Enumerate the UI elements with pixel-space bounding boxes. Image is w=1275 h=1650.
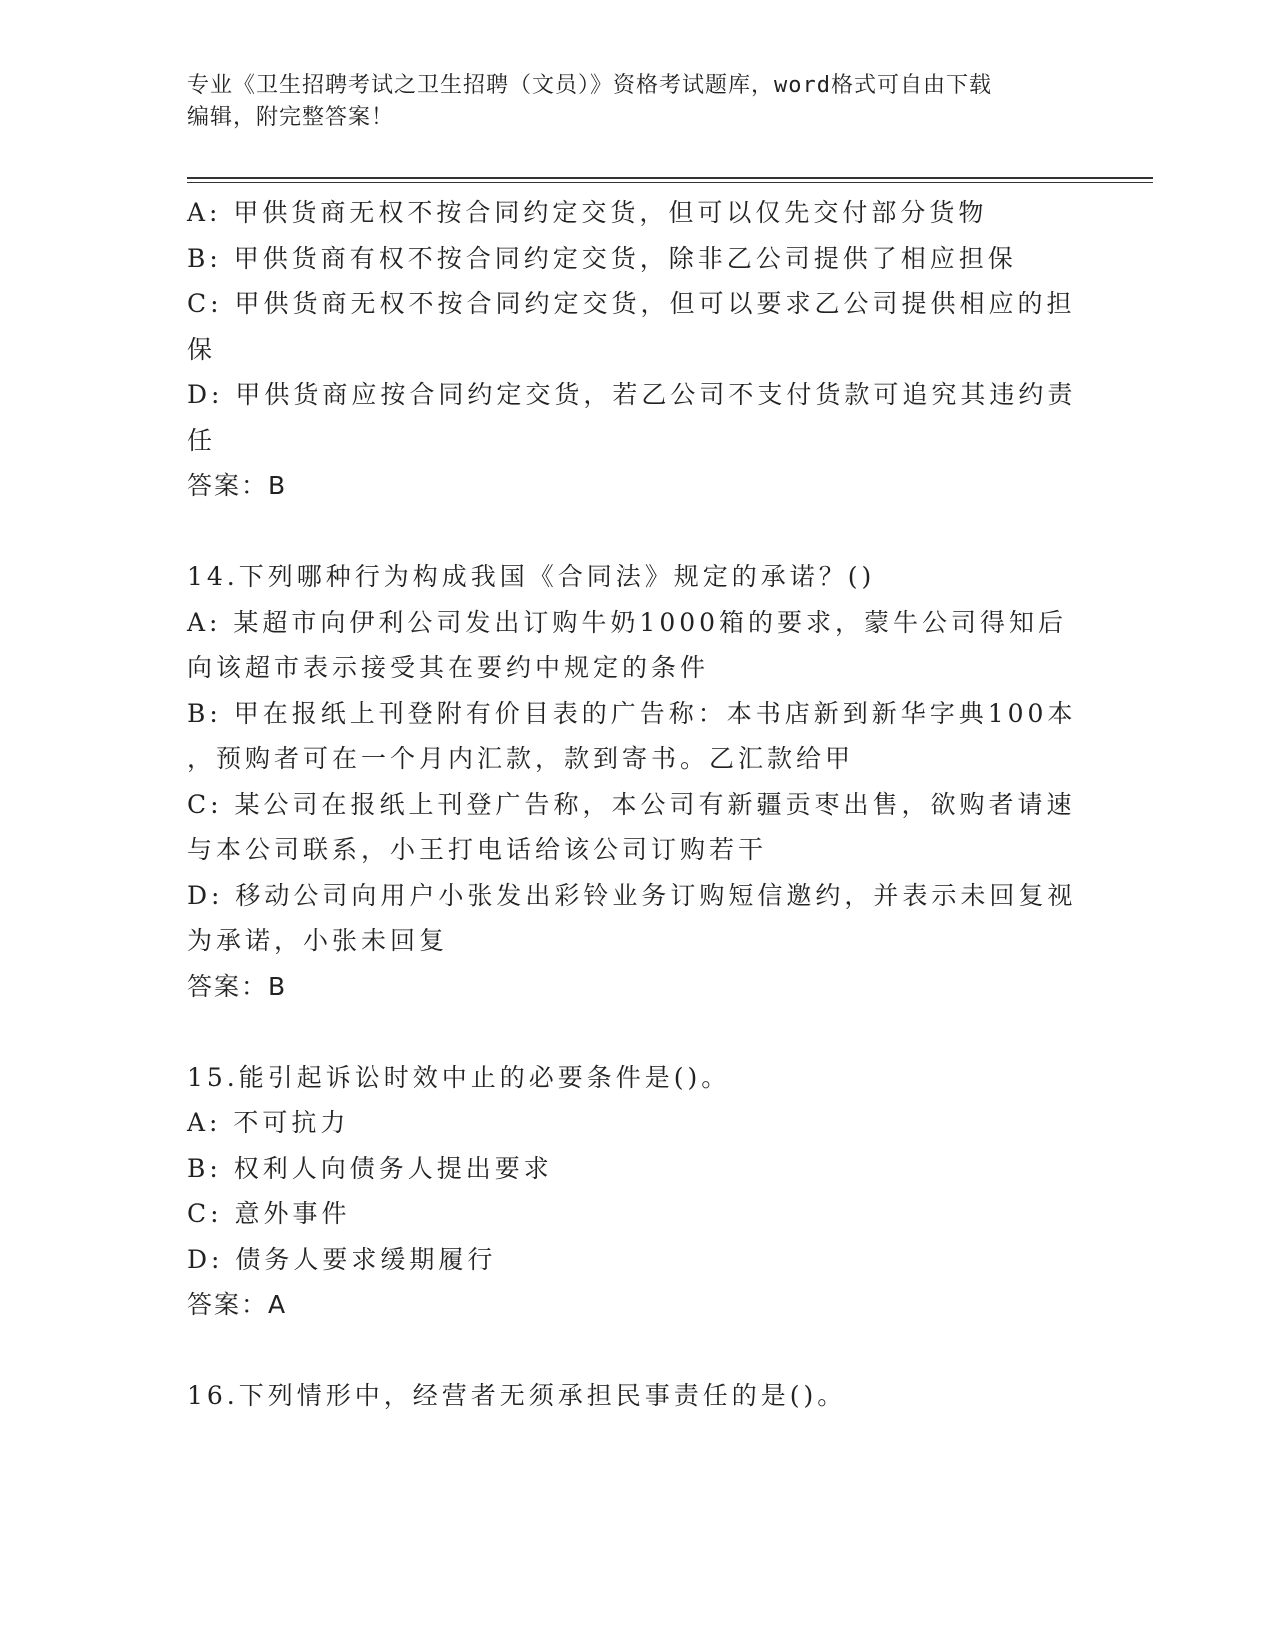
q15-option-b: B: 权利人向债务人提出要求 (187, 1153, 553, 1183)
q14-option-b-cont: ，预购者可在一个月内汇款，款到寄书。乙汇款给甲 (187, 744, 855, 773)
q15-option-a: A: 不可抗力 (187, 1108, 350, 1137)
header-divider-thick (187, 177, 1153, 179)
q14-option-c-cont: 与本公司联系，小王打电话给该公司订购若干 (187, 835, 768, 864)
q15-option-d: D: 债务人要求缓期履行 (187, 1244, 497, 1274)
spacer (187, 509, 1087, 555)
spacer (187, 1328, 1087, 1374)
q14-option-a: A: 某超市向伊利公司发出订购牛奶1000箱的要求，蒙牛公司得知后 (187, 607, 1068, 637)
q16-question: 16.下列情形中，经营者无须承担民事责任的是()。 (187, 1381, 847, 1410)
header-line-2: 编辑，附完整答案！ (187, 105, 395, 130)
q14-answer: 答案：B (187, 971, 288, 1001)
q15-option-c: C: 意外事件 (187, 1199, 351, 1228)
q13-option-c-cont: 保 (187, 334, 217, 364)
q13-option-a: A: 甲供货商无权不按合同约定交货，但可以仅先交付部分货物 (187, 198, 988, 227)
question-list (187, 190, 1087, 1419)
q14-question: 14.下列哪种行为构成我国《合同法》规定的承诺？() (187, 562, 876, 591)
q14-option-d-cont: 为承诺，小张未回复 (187, 926, 449, 955)
q14-option-a-cont: 向该超市表示接受其在要约中规定的条件 (187, 653, 710, 682)
spacer (187, 1009, 1087, 1055)
q13-option-d: D: 甲供货商应按合同约定交货，若乙公司不支付货款可追究其违约责 (187, 380, 1077, 409)
header-line-1: 专业《卫生招聘考试之卫生招聘（文员）》资格考试题库，word格式可自由下载 (187, 73, 992, 98)
q13-option-b: B: 甲供货商有权不按合同约定交货，除非乙公司提供了相应担保 (187, 243, 1017, 273)
q14-option-d: D: 移动公司向用户小张发出彩铃业务订购短信邀约，并表示未回复视 (187, 880, 1077, 910)
q13-option-d-cont: 任 (187, 425, 217, 455)
q15-answer: 答案：A (187, 1290, 288, 1319)
q15-question: 15.能引起诉讼时效中止的必要条件是()。 (187, 1062, 731, 1092)
q13-answer: 答案：B (187, 471, 288, 500)
document-header (187, 70, 1087, 134)
q13-option-c: C: 甲供货商无权不按合同约定交货，但可以要求乙公司提供相应的担 (187, 289, 1076, 318)
q14-option-b: B: 甲在报纸上刊登附有价目表的广告称：本书店新到新华字典100本 (187, 698, 1077, 728)
header-divider-thin (187, 182, 1153, 183)
q14-option-c: C: 某公司在报纸上刊登广告称，本公司有新疆贡枣出售，欲购者请速 (187, 789, 1076, 819)
